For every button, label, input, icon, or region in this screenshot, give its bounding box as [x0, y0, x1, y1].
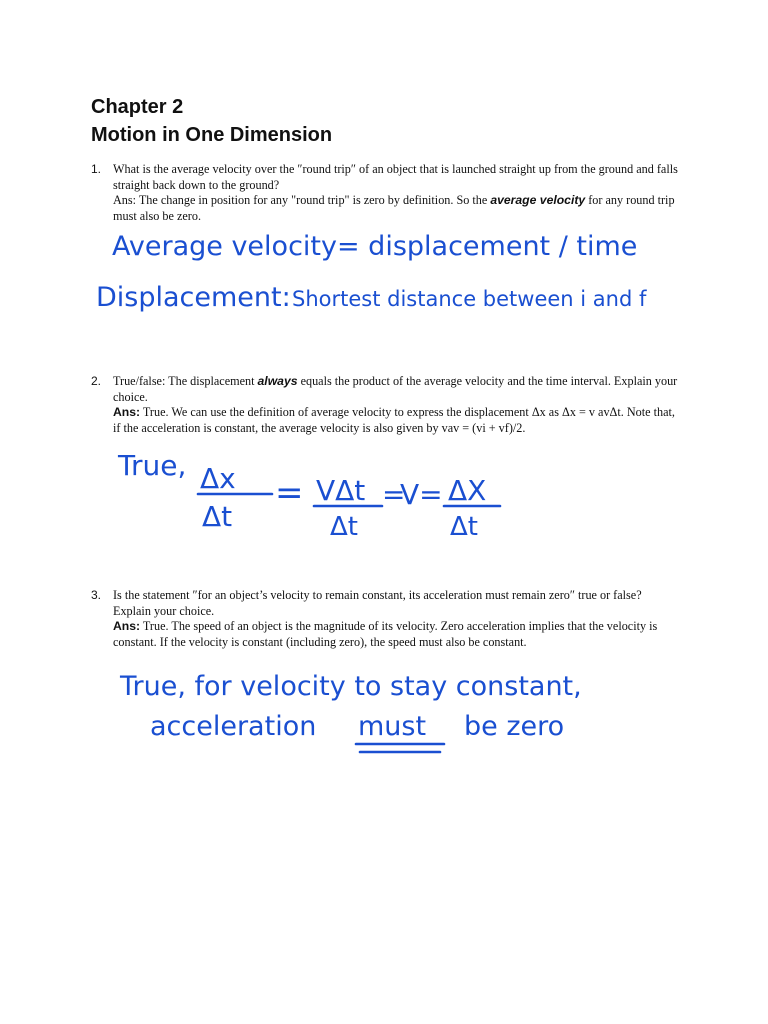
answer-label: Ans: [113, 405, 141, 419]
answer-label: Ans: [113, 619, 141, 633]
answer-tail: for any round trip must also be zero. [113, 193, 675, 223]
handwritten-v-equals: V= [400, 478, 443, 511]
handwritten-v-delta-t: VΔt [316, 474, 366, 507]
answer-text: True. We can use the definition of average velocity to express the displacement Δx as Δx = v avΔt. Note that, if the acceleration is constant, the average velocity is also given by vav = (vi + vf)/2. [113, 405, 675, 435]
handwritten-delta-x: ΔX [448, 474, 487, 507]
answer-text: The change in position for any "round trip" is zero by definition. So the [138, 193, 491, 207]
question-number: 2. [91, 374, 102, 388]
question-text-pre: True/false: The displacement [113, 374, 258, 388]
question-number: 3. [91, 588, 102, 602]
handwritten-note-word: acceleration [150, 711, 317, 742]
handwritten-delta-t: Δt [202, 500, 233, 533]
answer-emphasis: average velocity [490, 193, 586, 207]
answer-text: True. The speed of an object is the magnitude of its velocity. Zero acceleration implies that the velocity is constant. If the velocity is constant (including zero), the speed must also be constant. [113, 619, 658, 649]
handwritten-equals: = [382, 478, 406, 511]
answer-label: Ans: [113, 193, 139, 207]
question-text: Is the statement ″for an object’s velocity to remain constant, its acceleration must remain zero″ true or false? Explain your choice. [113, 588, 642, 618]
question-emphasis: always [257, 374, 298, 388]
handwritten-note-word: must [358, 711, 427, 742]
handwritten-delta-t: Δt [330, 512, 358, 542]
handwritten-delta-x: Δx [200, 462, 236, 495]
chapter-heading: Chapter 2 [91, 96, 184, 118]
question-text-post: equals the product of the average velocity and the time interval. Explain your choice. [113, 374, 678, 404]
question-number: 1. [91, 162, 102, 176]
handwritten-equals: = [275, 473, 304, 513]
handwritten-note-line: Shortest distance between i and f [292, 287, 647, 311]
handwritten-note-label: Displacement: [96, 282, 291, 313]
question-text: What is the average velocity over the ″round trip″ of an object that is launched straight up from the ground and falls straight back down to the ground? [113, 162, 678, 192]
handwritten-delta-t: Δt [450, 512, 478, 542]
handwritten-note-line: Average velocity= displacement / time [112, 231, 638, 262]
handwritten-note-label: True, [118, 449, 187, 482]
chapter-subtitle: Motion in One Dimension [91, 124, 333, 146]
handwritten-note-line: True, for velocity to stay constant, [120, 671, 582, 702]
handwritten-note-word: be zero [464, 711, 565, 742]
